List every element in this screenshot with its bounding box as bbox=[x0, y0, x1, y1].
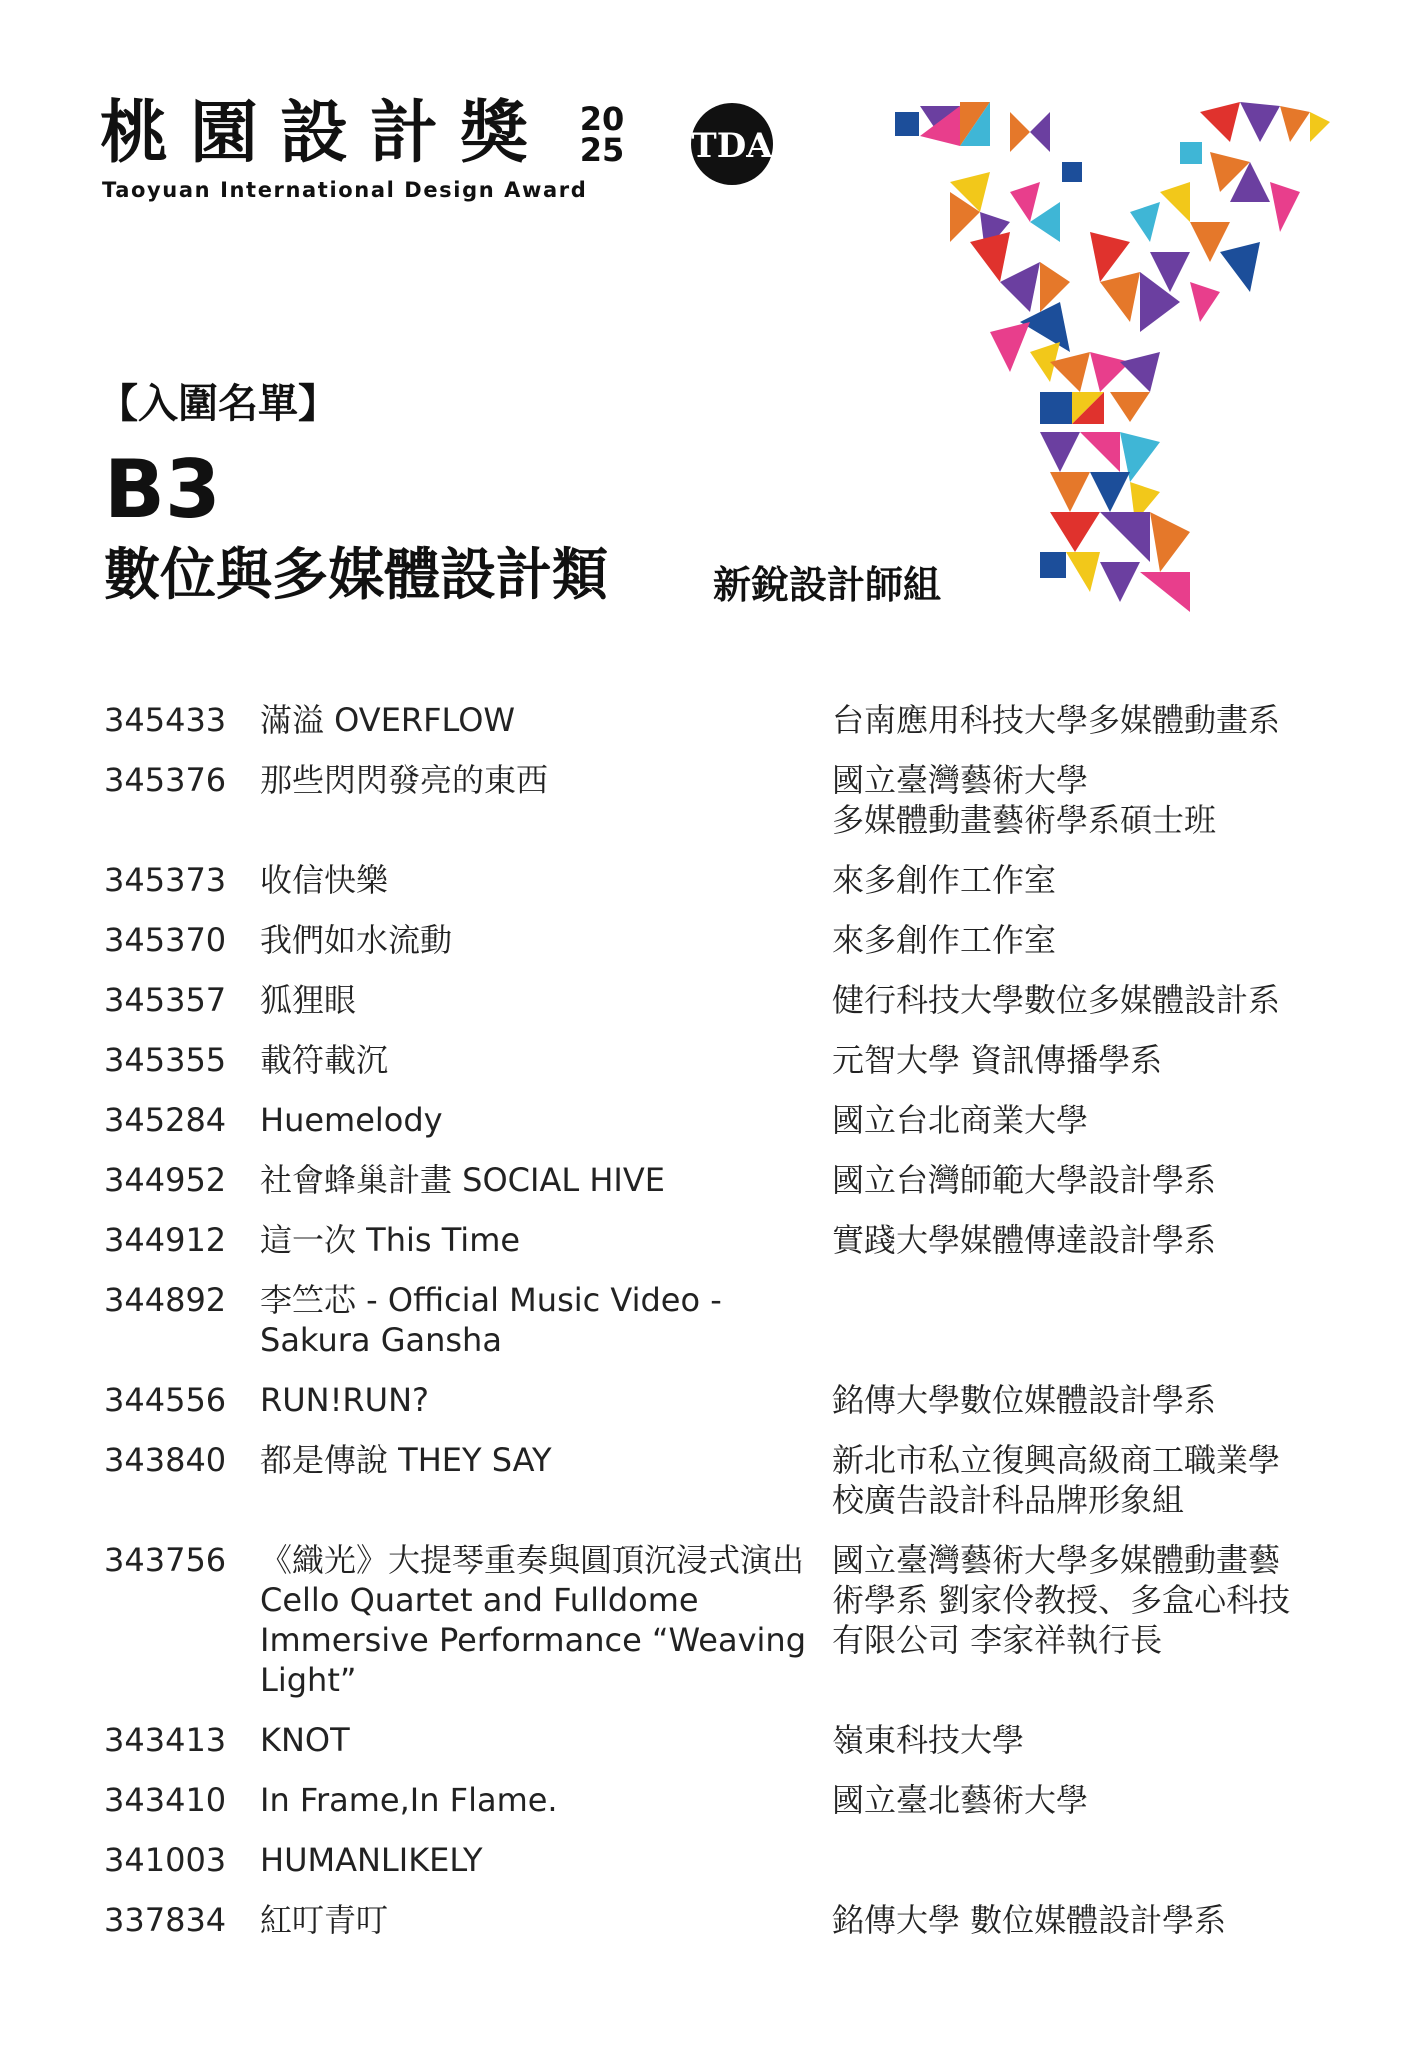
entry-title: 載符載沉 bbox=[260, 1041, 389, 1079]
entry-school: 來多創作工作室 bbox=[832, 921, 1057, 959]
entry-title: 《織光》大提琴重奏與圓頂沉浸式演出 Cello Quartet and Fulldome Immersive Performance “Weaving Light” bbox=[260, 1541, 806, 1699]
entry-id: 337834 bbox=[104, 1901, 227, 1939]
entry-title: Huemelody bbox=[260, 1101, 443, 1139]
entry-id: 345284 bbox=[104, 1101, 227, 1139]
entry-row bbox=[104, 1840, 1344, 1880]
entry-id: 344556 bbox=[104, 1381, 227, 1419]
entry-id: 345433 bbox=[104, 701, 227, 739]
entry-school: 國立臺灣藝術大學多媒體動畫藝術學系 劉家伶教授、多盒心科技有限公司 李家祥執行長 bbox=[832, 1541, 1291, 1659]
entry-title: 這一次 This Time bbox=[260, 1221, 521, 1259]
entry-id: 345355 bbox=[104, 1041, 227, 1079]
entries-list bbox=[104, 700, 1344, 1960]
entry-title: 社會蜂巢計畫 SOCIAL HIVE bbox=[260, 1161, 665, 1199]
shortlist-label: 【入圍名單】 bbox=[98, 381, 338, 427]
entry-title: 我們如水流動 bbox=[260, 921, 453, 959]
entry-row bbox=[104, 1160, 1344, 1200]
entry-row bbox=[104, 1220, 1344, 1260]
entry-row bbox=[104, 760, 1344, 840]
entry-title: RUN!RUN? bbox=[260, 1381, 429, 1419]
entry-row bbox=[104, 920, 1344, 960]
entry-school: 國立臺北藝術大學 bbox=[832, 1781, 1089, 1819]
entry-row bbox=[104, 1900, 1344, 1940]
category-name: 數位與多媒體設計類 bbox=[104, 543, 608, 608]
entry-row bbox=[104, 980, 1344, 1020]
entry-school: 國立台北商業大學 bbox=[832, 1101, 1089, 1139]
entry-title: 狐狸眼 bbox=[260, 981, 357, 1019]
entry-id: 343756 bbox=[104, 1541, 227, 1579]
entry-id: 345370 bbox=[104, 921, 227, 959]
entry-id: 344912 bbox=[104, 1221, 227, 1259]
entry-title: HUMANLIKELY bbox=[260, 1841, 483, 1879]
entry-row bbox=[104, 860, 1344, 900]
entry-id: 345376 bbox=[104, 761, 227, 799]
entry-id: 343840 bbox=[104, 1441, 227, 1479]
entry-id: 341003 bbox=[104, 1841, 227, 1879]
entry-id: 343413 bbox=[104, 1721, 227, 1759]
entry-school: 銘傳大學 數位媒體設計學系 bbox=[832, 1901, 1227, 1939]
entry-id: 343410 bbox=[104, 1781, 227, 1819]
entry-school: 健行科技大學數位多媒體設計系 bbox=[832, 981, 1281, 1019]
entry-school: 銘傳大學數位媒體設計學系 bbox=[832, 1381, 1217, 1419]
category-group: 新銳設計師組 bbox=[713, 563, 942, 607]
entry-title: In Frame,In Flame. bbox=[260, 1781, 558, 1819]
entry-school: 新北市私立復興高級商工職業學校廣告設計科品牌形象組 bbox=[832, 1441, 1281, 1519]
tda-badge-logo bbox=[690, 102, 774, 186]
entry-school: 台南應用科技大學多媒體動畫系 bbox=[832, 701, 1281, 739]
entry-title: 李竺芯 - Official Music Video - Sakura Gansha bbox=[260, 1281, 722, 1359]
entry-row bbox=[104, 1720, 1344, 1760]
entry-row bbox=[104, 1440, 1344, 1520]
entry-school: 實踐大學媒體傳達設計學系 bbox=[832, 1221, 1217, 1259]
entry-row bbox=[104, 1380, 1344, 1420]
entry-id: 345373 bbox=[104, 861, 227, 899]
category-code: B3 bbox=[104, 443, 221, 536]
entry-id: 345357 bbox=[104, 981, 227, 1019]
entry-id: 344952 bbox=[104, 1161, 227, 1199]
entry-row bbox=[104, 1780, 1344, 1820]
entry-title: 滿溢 OVERFLOW bbox=[260, 701, 516, 739]
entry-title: 收信快樂 bbox=[260, 861, 389, 899]
entry-title: 那些閃閃發亮的東西 bbox=[260, 761, 549, 799]
entry-school bbox=[832, 1280, 1302, 1360]
award-year-top: 20 bbox=[579, 100, 625, 138]
entry-title: 都是傳說 THEY SAY bbox=[260, 1441, 552, 1479]
entry-row bbox=[104, 1040, 1344, 1080]
entry-row bbox=[104, 1540, 1344, 1700]
award-logo-title: 桃園設計獎 bbox=[100, 94, 551, 173]
entry-row bbox=[104, 1100, 1344, 1140]
award-logo-year bbox=[572, 100, 632, 169]
entry-school: 元智大學 資訊傳播學系 bbox=[832, 1041, 1163, 1079]
entry-row bbox=[104, 700, 1344, 740]
entry-school: 國立臺灣藝術大學 多媒體動畫藝術學系碩士班 bbox=[832, 761, 1217, 839]
tangram-y-illustration bbox=[890, 92, 1350, 612]
entry-id: 344892 bbox=[104, 1281, 227, 1319]
award-logo-english: Taoyuan International Design Award bbox=[102, 178, 588, 202]
entry-title: KNOT bbox=[260, 1721, 350, 1759]
entry-row bbox=[104, 1280, 1344, 1360]
entry-school: 嶺東科技大學 bbox=[832, 1721, 1025, 1759]
entry-school: 國立台灣師範大學設計學系 bbox=[832, 1161, 1217, 1199]
entry-title: 紅叮青叮 bbox=[260, 1901, 389, 1939]
entry-school: 來多創作工作室 bbox=[832, 861, 1057, 899]
tda-badge-text: TDA bbox=[691, 126, 773, 166]
entry-school bbox=[832, 1840, 1302, 1880]
award-year-bottom: 25 bbox=[579, 131, 625, 169]
